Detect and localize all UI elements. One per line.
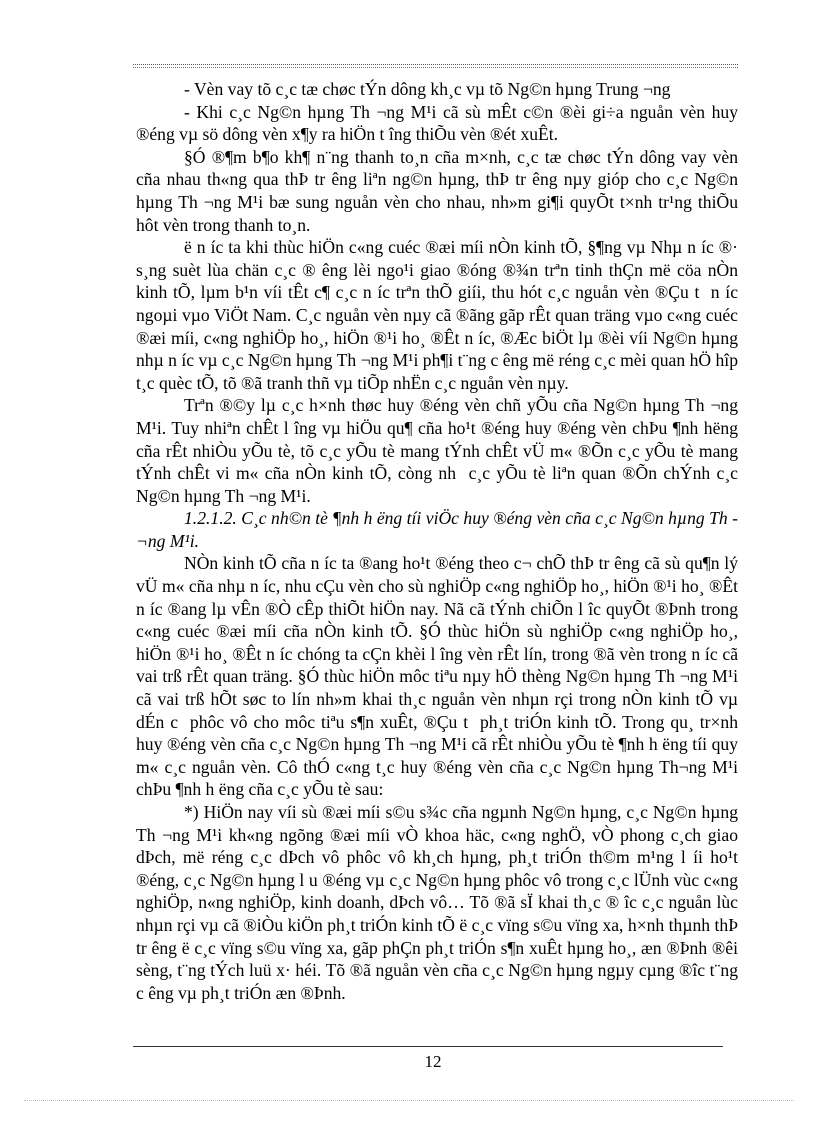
section-heading: 1.2.1.2. C¸c nh©n tè ¶nh h ëng tíi viÖc huy ®éng vèn cña c¸c Ng©n hµng Th ¬ng M¹i. — [136, 508, 738, 551]
paragraph-2: - Khi c¸c Ng©n hµng Th ¬ng M¹i cã sù mÊt c©n ®èi gi÷a nguån vèn huy ®éng vµ sö dông vèn x¶y ra hiÖn t îng thiÕu vèn ®ét xuÊt. — [136, 101, 738, 145]
footer-rule — [133, 1046, 723, 1047]
paragraph-1: - Vèn vay tõ c¸c tæ chøc tÝn dông kh¸c vµ tõ Ng©n hµng Trung ¬ng — [184, 79, 671, 99]
page-border-bottom — [24, 1100, 794, 1101]
paragraph-5: Trªn ®©y lµ c¸c h×nh thøc huy ®éng vèn chñ yÕu cña Ng©n hµng Th ¬ng M¹i. Tuy nhiªn chÊt l îng vµ hiÖu qu¶ cña ho¹t ®éng huy ®éng vèn chÞu ¶nh hëng cña rÊt nhiÒu yÕu tè, tõ c¸c yÕu tè mang tÝnh chÊt vÜ m« ®Õn c¸c yÕu tè mang tÝnh chÊt vi m« cña nÒn kinh tÕ, còng nh c¸c yÕu tè liªn quan ®Õn chÝnh c¸c Ng©n hµng Th ¬ng M¹i. — [136, 395, 738, 506]
page-number: 12 — [424, 1052, 442, 1071]
paragraph-6: NÒn kinh tÕ cña n íc ta ®ang ho¹t ®éng theo c¬ chÕ thÞ tr êng cã sù qu¶n lý vÜ m« cña nhµ n íc, nhu cÇu vèn cho sù nghiÖp c«ng nghiÖp ho¸, hiÖn ®¹i ho¸ ®Êt n íc ®ang lµ vÊn ®Ò cÊp thiÕt hiÖn nay. Nã cã tÝnh chiÕn l îc quyÕt ®Þnh trong c«ng cuéc ®æi míi cña nÒn kinh tÕ. §Ó thùc hiÖn sù nghiÖp c«ng nghiÖp ho¸, hiÖn ®¹i ho¸ ®Êt n íc chóng ta cÇn khèi l îng vèn rÊt lín, trong ®ã vèn trong n íc cã vai trß rÊt quan träng. §Ó thùc hiÖn môc tiªu nµy hÖ thèng Ng©n hµng Th ¬ng M¹i cã vai trß hÕt søc to lín nh»m khai th¸c nguån vèn nhµn rçi trong nÒn kinh tÕ vµ dÉn c phôc vô cho môc tiªu s¶n xuÊt, ®Çu t ph¸t triÓn kinh tÕ. Trong qu¸ tr×nh huy ®éng vèn cña c¸c Ng©n hµng Th ¬ng M¹i cã rÊt nhiÒu yÕu tè ¶nh h ëng tíi quy m« c¸c nguån vèn. Cô thÓ c«ng t¸c huy ®éng vèn cña c¸c Ng©n hµng Th¬ng M¹i chÞu ¶nh h ëng cña c¸c yÕu tè sau: — [136, 553, 738, 800]
paragraph-7: *) HiÖn nay víi sù ®æi míi s©u s¾c cña ngµnh Ng©n hµng, c¸c Ng©n hµng Th ¬ng M¹i kh«ng ngõng ®æi míi vÒ khoa häc, c«ng nghÖ, vÒ phong c¸ch giao dÞch, më réng c¸c dÞch vô phôc vô kh¸ch hµng, ph¸t triÓn th©m m¹ng l íi ho¹t ®éng, c¸c Ng©n hµng l u ®éng vµ c¸c Ng©n hµng phôc vô trong c¸c lÜnh vùc c«ng nghiÖp, n«ng nghiÖp, kinh doanh, dÞch vô… Tõ ®ã sÏ khai th¸c ® îc c¸c nguån lùc nhµn rçi vµ cã ®iÒu kiÖn ph¸t triÓn kinh tÕ ë c¸c vïng s©u vïng xa, h×nh thµnh thÞ tr êng ë c¸c vïng s©u vïng xa, gãp phÇn ph¸t triÓn s¶n xuÊt hµng ho¸, æn ®Þnh ®êi sèng, t¨ng tÝch luü x· héi. Tõ ®ã nguån vèn cña c¸c Ng©n hµng ngµy cµng ®îc t¨ng c êng vµ ph¸t triÓn æn ®Þnh. — [136, 802, 738, 1003]
header-rule — [133, 64, 738, 65]
paragraph-3: §Ó ®¶m b¶o kh¶ n¨ng thanh to¸n cña m×nh, c¸c tæ chøc tÝn dông vay vèn cña nhau th«ng qua thÞ tr êng liªn ng©n hµng, thÞ tr êng nµy gióp cho c¸c Ng©n hµng Th ¬ng M¹i bæ sung nguån vèn cho nhau, nh»m gi¶i quyÕt t×nh tr¹ng thiÕu hôt vèn trong thanh to¸n. — [136, 146, 738, 235]
document-body — [136, 78, 738, 1004]
header-rule-secondary — [133, 67, 738, 68]
paragraph-4: ë n íc ta khi thùc hiÖn c«ng cuéc ®æi míi nÒn kinh tÕ, §¶ng vµ Nhµ n íc ®· s¸ng suèt lùa chän c¸c ® êng lèi ngo¹i giao ®óng ®¾n trªn tinh thÇn më cöa nÒn kinh tÕ, lµm b¹n víi tÊt c¶ c¸c n íc trªn thÕ giíi, thu hót c¸c nguån vèn ®Çu t n íc ngoµi vµo ViÖt Nam. C¸c nguån vèn nµy cã ®ãng gãp rÊt quan träng vµo c«ng cuéc ®æi míi, c«ng nghiÖp ho¸, hiÖn ®¹i ho¸ ®Êt n íc, ®Æc biÖt lµ ®èi víi Ng©n hµng nhµ n íc vµ c¸c Ng©n hµng Th ¬ng M¹i ph¶i t¨ng c êng më réng c¸c mèi quan hÖ hîp t¸c quèc tÕ, tõ ®ã tranh thñ vµ tiÕp nhËn c¸c nguån vèn nµy. — [136, 237, 738, 393]
